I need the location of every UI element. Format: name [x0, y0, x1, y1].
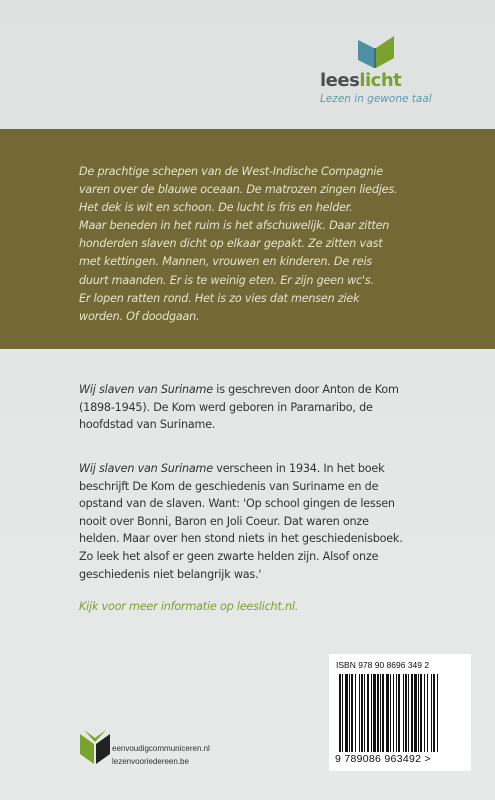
barcode-bar: [437, 674, 438, 752]
blurb-line: met kettingen. Mannen, vrouwen en kinderen. De reis: [79, 255, 373, 269]
barcode-bar: [427, 674, 428, 752]
barcode-bar: [345, 674, 348, 752]
blurb-text: [79, 163, 419, 326]
barcode-bars: [335, 674, 465, 752]
barcode-bar: [380, 674, 381, 752]
barcode-bar: [418, 674, 419, 752]
barcode-bar: [424, 674, 425, 752]
blurb-line: varen over de blauwe oceaan. De matrozen zingen liedjes.: [79, 183, 398, 197]
barcode-bar: [386, 674, 389, 752]
book-logo-icon: [80, 730, 110, 766]
barcode-bar: [396, 674, 397, 752]
blurb-line: Het dek is wit en schoon. De lucht is fris en helder.: [79, 201, 353, 215]
paragraph-line: geschiedenis niet belangrijk was.': [79, 567, 262, 581]
barcode-bar: [373, 674, 376, 752]
book-title: Wij slaven van Suriname: [79, 383, 213, 396]
isbn-barcode: [329, 654, 471, 771]
footer-link-lezenvooriedereen[interactable]: lezenvooriedereen.be: [112, 757, 189, 766]
paragraph-line: nooit over Bonni, Baron en Joli Coeur. Dat waren onze: [79, 514, 369, 528]
barcode-bar: [371, 674, 372, 752]
paragraph-line: Zo leek het alsof er geen zwarte helden zijn. Alsof onze: [79, 549, 379, 563]
barcode-bar: [433, 674, 435, 752]
barcode-bar: [411, 674, 413, 752]
footer-links: [112, 742, 210, 768]
barcode-bar: [377, 674, 379, 752]
open-book-icon: [356, 30, 396, 70]
barcode-bar: [361, 674, 363, 752]
barcode-bar: [355, 674, 356, 752]
barcode-bar: [364, 674, 365, 752]
isbn-label: ISBN 978 90 8696 349 2: [336, 660, 430, 670]
about-paragraph-2: Wij slaven van Suriname verscheen in 1934. In het boek beschrijft De Kom de geschiedenis van Suriname en de opstand van de slaven. Want: 'Op school gingen de lessen nooit over Bonni, Baron en Joli Coeur. Dat waren onze helden. Maar over hen stond niets in het geschiedenisboek. Zo leek het alsof er geen zwarte helden zijn. Alsof onze geschiedenis niet belangrijk was.': [79, 460, 429, 583]
barcode-bar: [349, 674, 350, 752]
paragraph-line: opstand van de slaven. Want: 'Op school gingen de lessen: [79, 497, 395, 511]
barcode-bar: [408, 674, 409, 752]
barcode-bar: [390, 674, 391, 752]
about-paragraph-1: Wij slaven van Suriname is geschreven door Anton de Kom (1898-1945). De Kom werd geboren in Paramaribo, de hoofdstad van Suriname.: [79, 383, 399, 432]
paragraph-line: beschrijft De Kom de geschiedenis van Suriname en de: [79, 479, 379, 493]
book-title: Wij slaven van Suriname: [79, 462, 213, 475]
barcode-bar: [367, 674, 369, 752]
barcode-bar: [351, 674, 353, 752]
blurb-line: Er lopen ratten rond. Het is zo vies dat mensen ziek: [79, 291, 360, 305]
barcode-bar: [359, 674, 360, 752]
barcode-bar: [420, 674, 422, 752]
barcode-bar: [398, 674, 400, 752]
blurb-line: De prachtige schepen van de West-Indische Compagnie: [79, 165, 383, 178]
barcode-bar: [382, 674, 384, 752]
barcode-bar: [342, 674, 343, 752]
barcode-bar: [339, 674, 341, 752]
leeslicht-logo: [320, 30, 470, 110]
blurb-line: honderden slaven dicht op elkaar gepakt. Ze zitten vast: [79, 237, 383, 251]
barcode-number: 9 789086 963492 >: [335, 753, 431, 765]
more-info-link[interactable]: Kijk voor meer informatie op leeslicht.nl.: [79, 600, 299, 613]
barcode-bar: [431, 674, 432, 752]
paragraph-line: helden. Maar over hen stond niets in het geschiedenisboek.: [79, 532, 403, 546]
logo-wordmark: leeslicht: [320, 70, 402, 91]
barcode-bar: [414, 674, 417, 752]
logo-tagline: Lezen in gewone taal: [320, 93, 432, 105]
barcode-bar: [403, 674, 404, 752]
barcode-bar: [405, 674, 407, 752]
blurb-line: worden. Of doodgaan.: [79, 309, 200, 323]
blurb-line: duurt maanden. Er is te weinig eten. Er zijn geen wc's.: [79, 273, 374, 287]
blurb-line: Maar beneden in het ruim is het afschuwelijk. Daar zitten: [79, 219, 390, 233]
barcode-bar: [393, 674, 394, 752]
footer-link-eenvoudigcommuniceren[interactable]: eenvoudigcommuniceren.nl: [112, 744, 210, 753]
